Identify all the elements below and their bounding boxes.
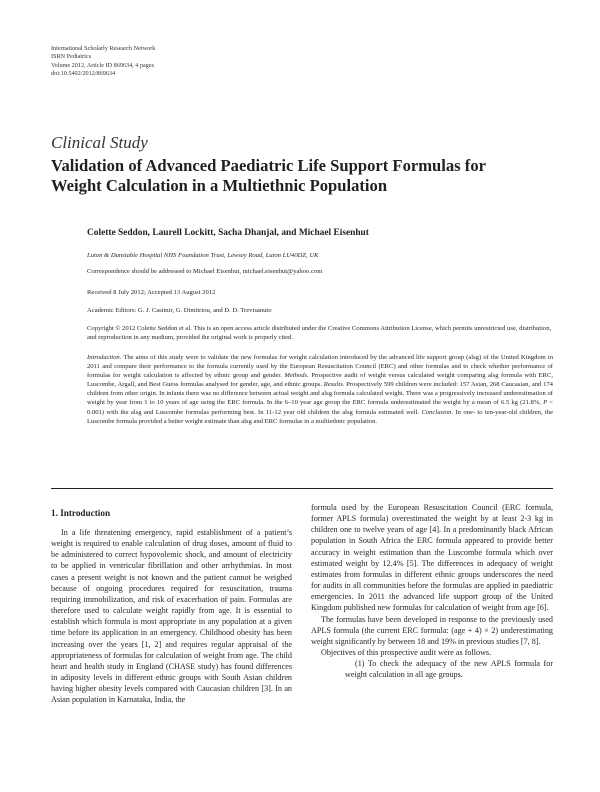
correspondence: Correspondence should be addressed to Michael Eisenhut, michael.eisenhut@yahoo.com [87,268,323,275]
intro-paragraph: In a life threatening emergency, rapid establishment of a patient’s weight is required to enable calculation of drug doses, amount of fluid to be administered to correct hypovolemic shock, and amount of electricity to be applied in ventricular fibrillation and other arrhythmias. In most cases a present weight is not known and the patient cannot be weighed because of ongoing procedures required for resuscitation, trauma requiring immobilization, and risk of exacerbation of pain. Formulas are therefore used to calculate weight rapidly from age. It is essential to establish which formula is most appropriate in any population at a given time before its application in an emergency. Childhood obesity has been increasing over the years [1, 2] and requires regular appraisal of the appropriateness of formulas for calculation of weight from age. The child heart and health study in England (CHASE study) has found differences in adiposity levels in different ethnic groups with South Asian children having higher obesity levels compared with Caucasian children [3]. In an Asian population in Karnataka, India, the [51,528,292,705]
abstract-intro-text: The aims of this study were to validate the new formulas for weight calculation introduced by the advanced life support group (alsg) of the United Kingdom in 2011 and compare their performance to the formula currently used by the European Resuscitation Council (ERC) and other formulas and to check whether performance of formulas for weight calculation is affected by ethnic group and gender. [87,354,553,380]
intro-paragraph-formulas: The formulas have been developed in response to the previously used APLS formula (the current ERC formula: (age + 4) × 2) underestimating weight significantly by between 18 and 19% in previous studies [7, 8]. [311,614,553,646]
copyright: Copyright © 2012 Colette Seddon et al. This is an open access article distributed under the Creative Commons Attribution License, which permits unrestricted use, distribution, and reproduction in any medium, provided the original work is properly cited. [87,325,552,342]
academic-editors: Academic Editors: G. J. Casimir, G. Dimitriou, and D. D. Trevisanuto [87,307,272,314]
section-divider [51,488,553,489]
journal-doi: doi:10.5402/2012/869634 [51,69,116,77]
abstract-results-text-cont: < 0.001) with the alsg and Luscombe formulas performing best. In 11-12 year old children the alsg formula estimated well. [87,399,553,416]
abstract [87,353,553,426]
abstract-methods-text: Prospective audit of weight versus calculated weight comparing alsg formula with ERC, Luscombe, Argall, and Best Guess formulas analysed for gender, age, and ethnic groups. [87,372,554,389]
paper-title: Validation of Advanced Paediatric Life Support Formulas for Weight Calculation in a Multiethnic Population [51,156,486,195]
intro-column-left [51,527,292,706]
affiliation: Luton & Dunstable Hospital NHS Foundation Trust, Lewsey Road, Luton LU40DZ, UK [87,252,319,259]
intro-column-right [311,502,553,681]
received-dates: Received 8 July 2012; Accepted 13 August 2012 [87,289,216,296]
objective-item: (1) To check the adequacy of the new APLS formula for weight calculation in all age groups. [345,659,553,680]
abstract-results-label: Results. [323,381,345,389]
abstract-p-symbol: P [543,399,548,407]
study-type: Clinical Study [51,133,148,152]
intro-paragraph-cont: formula used by the European Resuscitation Council (ERC formula, former APLS formula) overestimated the weight by at least 2-3 kg in children one to twelve years of age [4]. In a predominantly black African population in South Africa the ERC formula appeared to provide better accuracy in weight estimation than the Luscombe formula which over estimated weight by 12.4% [5]. The differences in adequacy of weight estimates from formulas in different ethnic groups underscores the need for audits in all communities before the formulas are applied in paediatric emergencies. In 2011 the advanced life support group of the United Kingdom published new formulas for calculation of weight from age [6]. [311,503,553,613]
journal-sub: ISRN Pediatrics [51,53,92,61]
abstract-intro-label: Introduction. [87,354,122,361]
abstract-methods-label: Methods. [284,372,309,380]
journal-name: International Scholarly Research Network [51,45,156,52]
journal-header [51,45,155,78]
abstract-conclusion-text: In one- to ten-year-old children, the Luscombe formula provided a better weight estimate than alsg and ERC formulas in a multiethnic population. [87,408,554,425]
authors: Colette Seddon, Laurell Lockitt, Sacha Dhanjal, and Michael Eisenhut [87,228,369,238]
abstract-conclusion-label: Conclusion. [421,408,454,416]
section-heading: 1. Introduction [51,508,111,518]
intro-paragraph-objectives: Objectives of this prospective audit were as follows. [321,648,492,658]
abstract-results-text: Prospectively 599 children were included: 157 Asian, 268 Caucasian, and 174 children from other origin. In infants there was no difference between actual weight and alsg formula calculated weight. There was a progressively increased underestimation of weight by year from 1 to 10 years of age using the ERC formula. In the 6–10 year age group the ERC formula underestimated the weight by a mean of 6.5 kg (21.8%, [87,381,553,407]
journal-volume: Volume 2012, Article ID 869634, 4 pages [51,61,154,69]
